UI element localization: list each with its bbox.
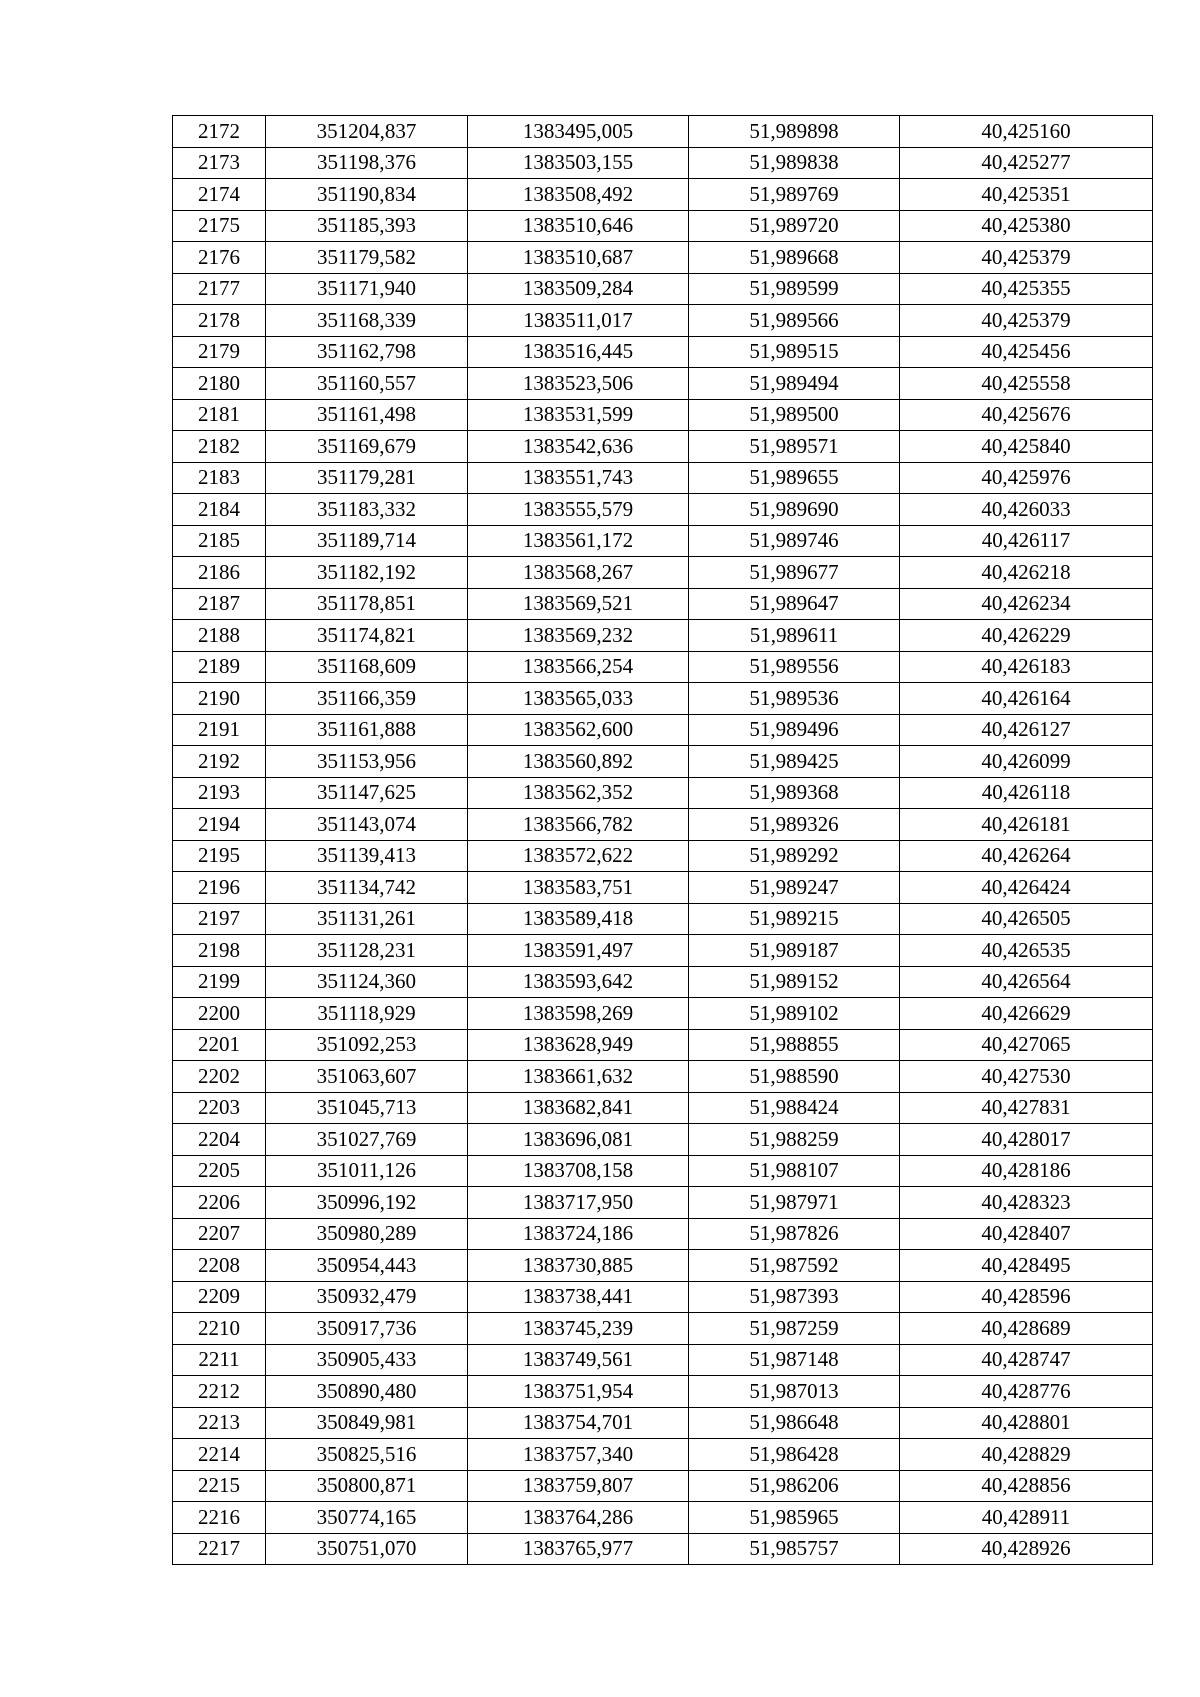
longitude-cell: 40,425160	[900, 116, 1153, 148]
point-number-cell: 2181	[173, 399, 266, 431]
longitude-cell: 40,428926	[900, 1533, 1153, 1565]
latitude-cell: 51,987259	[689, 1313, 900, 1345]
x-coordinate-cell: 351153,956	[266, 746, 468, 778]
y-coordinate-cell: 1383682,841	[468, 1092, 689, 1124]
longitude-cell: 40,426164	[900, 683, 1153, 715]
table-row	[173, 872, 1153, 904]
latitude-cell: 51,989152	[689, 966, 900, 998]
x-coordinate-cell: 351182,192	[266, 557, 468, 589]
y-coordinate-cell: 1383765,977	[468, 1533, 689, 1565]
latitude-cell: 51,987013	[689, 1376, 900, 1408]
latitude-cell: 51,987148	[689, 1344, 900, 1376]
x-coordinate-cell: 351174,821	[266, 620, 468, 652]
longitude-cell: 40,425277	[900, 147, 1153, 179]
x-coordinate-cell: 350751,070	[266, 1533, 468, 1565]
point-number-cell: 2180	[173, 368, 266, 400]
latitude-cell: 51,986648	[689, 1407, 900, 1439]
table-row	[173, 1155, 1153, 1187]
x-coordinate-cell: 351131,261	[266, 903, 468, 935]
longitude-cell: 40,426234	[900, 588, 1153, 620]
point-number-cell: 2173	[173, 147, 266, 179]
x-coordinate-cell: 351198,376	[266, 147, 468, 179]
x-coordinate-cell: 351092,253	[266, 1029, 468, 1061]
longitude-cell: 40,428747	[900, 1344, 1153, 1376]
point-number-cell: 2213	[173, 1407, 266, 1439]
latitude-cell: 51,989368	[689, 777, 900, 809]
x-coordinate-cell: 351128,231	[266, 935, 468, 967]
y-coordinate-cell: 1383510,687	[468, 242, 689, 274]
latitude-cell: 51,989720	[689, 210, 900, 242]
x-coordinate-cell: 350932,479	[266, 1281, 468, 1313]
y-coordinate-cell: 1383745,239	[468, 1313, 689, 1345]
y-coordinate-cell: 1383495,005	[468, 116, 689, 148]
table-row	[173, 525, 1153, 557]
table-row	[173, 1029, 1153, 1061]
y-coordinate-cell: 1383562,600	[468, 714, 689, 746]
table-row	[173, 305, 1153, 337]
longitude-cell: 40,426117	[900, 525, 1153, 557]
point-number-cell: 2201	[173, 1029, 266, 1061]
x-coordinate-cell: 351162,798	[266, 336, 468, 368]
x-coordinate-cell: 351179,281	[266, 462, 468, 494]
table-row	[173, 683, 1153, 715]
point-number-cell: 2186	[173, 557, 266, 589]
table-row	[173, 1092, 1153, 1124]
latitude-cell: 51,987971	[689, 1187, 900, 1219]
table-row	[173, 210, 1153, 242]
longitude-cell: 40,426118	[900, 777, 1153, 809]
y-coordinate-cell: 1383565,033	[468, 683, 689, 715]
latitude-cell: 51,989102	[689, 998, 900, 1030]
latitude-cell: 51,989496	[689, 714, 900, 746]
table-row	[173, 1344, 1153, 1376]
point-number-cell: 2211	[173, 1344, 266, 1376]
x-coordinate-cell: 351134,742	[266, 872, 468, 904]
latitude-cell: 51,989677	[689, 557, 900, 589]
table-row	[173, 1533, 1153, 1565]
y-coordinate-cell: 1383696,081	[468, 1124, 689, 1156]
longitude-cell: 40,426535	[900, 935, 1153, 967]
point-number-cell: 2216	[173, 1502, 266, 1534]
table-row	[173, 620, 1153, 652]
latitude-cell: 51,988855	[689, 1029, 900, 1061]
longitude-cell: 40,425379	[900, 305, 1153, 337]
latitude-cell: 51,989647	[689, 588, 900, 620]
latitude-cell: 51,987826	[689, 1218, 900, 1250]
point-number-cell: 2214	[173, 1439, 266, 1471]
x-coordinate-cell: 351027,769	[266, 1124, 468, 1156]
longitude-cell: 40,425355	[900, 273, 1153, 305]
point-number-cell: 2210	[173, 1313, 266, 1345]
longitude-cell: 40,426183	[900, 651, 1153, 683]
x-coordinate-cell: 350774,165	[266, 1502, 468, 1534]
table-row	[173, 116, 1153, 148]
x-coordinate-cell: 351124,360	[266, 966, 468, 998]
table-row	[173, 840, 1153, 872]
table-row	[173, 462, 1153, 494]
y-coordinate-cell: 1383764,286	[468, 1502, 689, 1534]
x-coordinate-cell: 350917,736	[266, 1313, 468, 1345]
y-coordinate-cell: 1383757,340	[468, 1439, 689, 1471]
y-coordinate-cell: 1383708,158	[468, 1155, 689, 1187]
latitude-cell: 51,989746	[689, 525, 900, 557]
table-row	[173, 1502, 1153, 1534]
x-coordinate-cell: 350905,433	[266, 1344, 468, 1376]
point-number-cell: 2195	[173, 840, 266, 872]
y-coordinate-cell: 1383572,622	[468, 840, 689, 872]
longitude-cell: 40,426229	[900, 620, 1153, 652]
table-row	[173, 1439, 1153, 1471]
longitude-cell: 40,425456	[900, 336, 1153, 368]
latitude-cell: 51,989838	[689, 147, 900, 179]
x-coordinate-cell: 351168,339	[266, 305, 468, 337]
latitude-cell: 51,989566	[689, 305, 900, 337]
x-coordinate-cell: 351118,929	[266, 998, 468, 1030]
longitude-cell: 40,427065	[900, 1029, 1153, 1061]
y-coordinate-cell: 1383516,445	[468, 336, 689, 368]
y-coordinate-cell: 1383542,636	[468, 431, 689, 463]
point-number-cell: 2190	[173, 683, 266, 715]
longitude-cell: 40,428407	[900, 1218, 1153, 1250]
latitude-cell: 51,987393	[689, 1281, 900, 1313]
point-number-cell: 2196	[173, 872, 266, 904]
y-coordinate-cell: 1383509,284	[468, 273, 689, 305]
latitude-cell: 51,989494	[689, 368, 900, 400]
latitude-cell: 51,989292	[689, 840, 900, 872]
x-coordinate-cell: 351168,609	[266, 651, 468, 683]
longitude-cell: 40,426181	[900, 809, 1153, 841]
latitude-cell: 51,989599	[689, 273, 900, 305]
y-coordinate-cell: 1383583,751	[468, 872, 689, 904]
latitude-cell: 51,986206	[689, 1470, 900, 1502]
table-row	[173, 1061, 1153, 1093]
longitude-cell: 40,426099	[900, 746, 1153, 778]
table-row	[173, 1250, 1153, 1282]
latitude-cell: 51,985965	[689, 1502, 900, 1534]
point-number-cell: 2212	[173, 1376, 266, 1408]
table-row	[173, 998, 1153, 1030]
point-number-cell: 2200	[173, 998, 266, 1030]
latitude-cell: 51,989536	[689, 683, 900, 715]
point-number-cell: 2191	[173, 714, 266, 746]
point-number-cell: 2197	[173, 903, 266, 935]
latitude-cell: 51,989769	[689, 179, 900, 211]
table-row	[173, 935, 1153, 967]
table-row	[173, 431, 1153, 463]
x-coordinate-cell: 351189,714	[266, 525, 468, 557]
latitude-cell: 51,989690	[689, 494, 900, 526]
x-coordinate-cell: 351204,837	[266, 116, 468, 148]
y-coordinate-cell: 1383508,492	[468, 179, 689, 211]
table-row	[173, 557, 1153, 589]
latitude-cell: 51,989500	[689, 399, 900, 431]
x-coordinate-cell: 351143,074	[266, 809, 468, 841]
table-row	[173, 368, 1153, 400]
point-number-cell: 2208	[173, 1250, 266, 1282]
longitude-cell: 40,428017	[900, 1124, 1153, 1156]
point-number-cell: 2188	[173, 620, 266, 652]
table-row	[173, 494, 1153, 526]
coordinates-table-body	[173, 116, 1153, 1565]
y-coordinate-cell: 1383569,521	[468, 588, 689, 620]
latitude-cell: 51,988107	[689, 1155, 900, 1187]
table-row	[173, 1470, 1153, 1502]
x-coordinate-cell: 350825,516	[266, 1439, 468, 1471]
point-number-cell: 2205	[173, 1155, 266, 1187]
x-coordinate-cell: 351171,940	[266, 273, 468, 305]
longitude-cell: 40,425351	[900, 179, 1153, 211]
longitude-cell: 40,426424	[900, 872, 1153, 904]
y-coordinate-cell: 1383510,646	[468, 210, 689, 242]
y-coordinate-cell: 1383749,561	[468, 1344, 689, 1376]
point-number-cell: 2175	[173, 210, 266, 242]
y-coordinate-cell: 1383569,232	[468, 620, 689, 652]
x-coordinate-cell: 351161,498	[266, 399, 468, 431]
longitude-cell: 40,426127	[900, 714, 1153, 746]
latitude-cell: 51,986428	[689, 1439, 900, 1471]
y-coordinate-cell: 1383531,599	[468, 399, 689, 431]
table-row	[173, 1187, 1153, 1219]
point-number-cell: 2183	[173, 462, 266, 494]
point-number-cell: 2182	[173, 431, 266, 463]
point-number-cell: 2215	[173, 1470, 266, 1502]
point-number-cell: 2172	[173, 116, 266, 148]
y-coordinate-cell: 1383724,186	[468, 1218, 689, 1250]
y-coordinate-cell: 1383661,632	[468, 1061, 689, 1093]
point-number-cell: 2217	[173, 1533, 266, 1565]
y-coordinate-cell: 1383628,949	[468, 1029, 689, 1061]
point-number-cell: 2194	[173, 809, 266, 841]
longitude-cell: 40,428186	[900, 1155, 1153, 1187]
y-coordinate-cell: 1383511,017	[468, 305, 689, 337]
point-number-cell: 2192	[173, 746, 266, 778]
longitude-cell: 40,427530	[900, 1061, 1153, 1093]
table-row	[173, 1218, 1153, 1250]
latitude-cell: 51,989425	[689, 746, 900, 778]
table-row	[173, 746, 1153, 778]
table-row	[173, 1124, 1153, 1156]
point-number-cell: 2204	[173, 1124, 266, 1156]
latitude-cell: 51,987592	[689, 1250, 900, 1282]
point-number-cell: 2206	[173, 1187, 266, 1219]
latitude-cell: 51,988259	[689, 1124, 900, 1156]
y-coordinate-cell: 1383759,807	[468, 1470, 689, 1502]
longitude-cell: 40,428323	[900, 1187, 1153, 1219]
y-coordinate-cell: 1383562,352	[468, 777, 689, 809]
x-coordinate-cell: 351063,607	[266, 1061, 468, 1093]
latitude-cell: 51,989898	[689, 116, 900, 148]
point-number-cell: 2199	[173, 966, 266, 998]
table-row	[173, 147, 1153, 179]
y-coordinate-cell: 1383560,892	[468, 746, 689, 778]
longitude-cell: 40,428856	[900, 1470, 1153, 1502]
longitude-cell: 40,427831	[900, 1092, 1153, 1124]
y-coordinate-cell: 1383593,642	[468, 966, 689, 998]
y-coordinate-cell: 1383730,885	[468, 1250, 689, 1282]
x-coordinate-cell: 350849,981	[266, 1407, 468, 1439]
x-coordinate-cell: 351045,713	[266, 1092, 468, 1124]
x-coordinate-cell: 351011,126	[266, 1155, 468, 1187]
table-row	[173, 399, 1153, 431]
y-coordinate-cell: 1383568,267	[468, 557, 689, 589]
longitude-cell: 40,425976	[900, 462, 1153, 494]
latitude-cell: 51,989247	[689, 872, 900, 904]
point-number-cell: 2174	[173, 179, 266, 211]
y-coordinate-cell: 1383561,172	[468, 525, 689, 557]
latitude-cell: 51,989668	[689, 242, 900, 274]
longitude-cell: 40,425380	[900, 210, 1153, 242]
x-coordinate-cell: 351178,851	[266, 588, 468, 620]
x-coordinate-cell: 350996,192	[266, 1187, 468, 1219]
point-number-cell: 2187	[173, 588, 266, 620]
point-number-cell: 2176	[173, 242, 266, 274]
point-number-cell: 2203	[173, 1092, 266, 1124]
y-coordinate-cell: 1383555,579	[468, 494, 689, 526]
x-coordinate-cell: 351161,888	[266, 714, 468, 746]
y-coordinate-cell: 1383566,782	[468, 809, 689, 841]
latitude-cell: 51,989571	[689, 431, 900, 463]
point-number-cell: 2207	[173, 1218, 266, 1250]
y-coordinate-cell: 1383598,269	[468, 998, 689, 1030]
longitude-cell: 40,425840	[900, 431, 1153, 463]
latitude-cell: 51,985757	[689, 1533, 900, 1565]
longitude-cell: 40,428801	[900, 1407, 1153, 1439]
point-number-cell: 2193	[173, 777, 266, 809]
y-coordinate-cell: 1383523,506	[468, 368, 689, 400]
x-coordinate-cell: 351190,834	[266, 179, 468, 211]
longitude-cell: 40,426629	[900, 998, 1153, 1030]
y-coordinate-cell: 1383751,954	[468, 1376, 689, 1408]
y-coordinate-cell: 1383503,155	[468, 147, 689, 179]
point-number-cell: 2177	[173, 273, 266, 305]
longitude-cell: 40,426564	[900, 966, 1153, 998]
table-row	[173, 242, 1153, 274]
x-coordinate-cell: 351139,413	[266, 840, 468, 872]
latitude-cell: 51,989326	[689, 809, 900, 841]
latitude-cell: 51,989187	[689, 935, 900, 967]
longitude-cell: 40,425676	[900, 399, 1153, 431]
latitude-cell: 51,988590	[689, 1061, 900, 1093]
longitude-cell: 40,425379	[900, 242, 1153, 274]
point-number-cell: 2178	[173, 305, 266, 337]
longitude-cell: 40,428495	[900, 1250, 1153, 1282]
y-coordinate-cell: 1383754,701	[468, 1407, 689, 1439]
longitude-cell: 40,426505	[900, 903, 1153, 935]
latitude-cell: 51,989611	[689, 620, 900, 652]
x-coordinate-cell: 351160,557	[266, 368, 468, 400]
latitude-cell: 51,989215	[689, 903, 900, 935]
x-coordinate-cell: 351169,679	[266, 431, 468, 463]
x-coordinate-cell: 351183,332	[266, 494, 468, 526]
latitude-cell: 51,989655	[689, 462, 900, 494]
x-coordinate-cell: 351179,582	[266, 242, 468, 274]
x-coordinate-cell: 350980,289	[266, 1218, 468, 1250]
table-row	[173, 336, 1153, 368]
longitude-cell: 40,426033	[900, 494, 1153, 526]
longitude-cell: 40,428829	[900, 1439, 1153, 1471]
longitude-cell: 40,428689	[900, 1313, 1153, 1345]
table-row	[173, 273, 1153, 305]
longitude-cell: 40,426218	[900, 557, 1153, 589]
table-row	[173, 588, 1153, 620]
longitude-cell: 40,428911	[900, 1502, 1153, 1534]
x-coordinate-cell: 350890,480	[266, 1376, 468, 1408]
table-row	[173, 777, 1153, 809]
table-row	[173, 1376, 1153, 1408]
x-coordinate-cell: 350954,443	[266, 1250, 468, 1282]
table-row	[173, 1281, 1153, 1313]
x-coordinate-cell: 351185,393	[266, 210, 468, 242]
point-number-cell: 2189	[173, 651, 266, 683]
latitude-cell: 51,989515	[689, 336, 900, 368]
table-row	[173, 1313, 1153, 1345]
longitude-cell: 40,428596	[900, 1281, 1153, 1313]
latitude-cell: 51,988424	[689, 1092, 900, 1124]
x-coordinate-cell: 351147,625	[266, 777, 468, 809]
table-row	[173, 903, 1153, 935]
x-coordinate-cell: 350800,871	[266, 1470, 468, 1502]
longitude-cell: 40,425558	[900, 368, 1153, 400]
point-number-cell: 2185	[173, 525, 266, 557]
table-row	[173, 714, 1153, 746]
table-row	[173, 1407, 1153, 1439]
point-number-cell: 2209	[173, 1281, 266, 1313]
longitude-cell: 40,428776	[900, 1376, 1153, 1408]
point-number-cell: 2198	[173, 935, 266, 967]
y-coordinate-cell: 1383738,441	[468, 1281, 689, 1313]
y-coordinate-cell: 1383566,254	[468, 651, 689, 683]
table-row	[173, 651, 1153, 683]
coordinates-table	[172, 115, 1153, 1565]
point-number-cell: 2184	[173, 494, 266, 526]
x-coordinate-cell: 351166,359	[266, 683, 468, 715]
table-row	[173, 966, 1153, 998]
table-row	[173, 179, 1153, 211]
y-coordinate-cell: 1383717,950	[468, 1187, 689, 1219]
table-row	[173, 809, 1153, 841]
y-coordinate-cell: 1383589,418	[468, 903, 689, 935]
latitude-cell: 51,989556	[689, 651, 900, 683]
y-coordinate-cell: 1383551,743	[468, 462, 689, 494]
longitude-cell: 40,426264	[900, 840, 1153, 872]
point-number-cell: 2179	[173, 336, 266, 368]
y-coordinate-cell: 1383591,497	[468, 935, 689, 967]
point-number-cell: 2202	[173, 1061, 266, 1093]
